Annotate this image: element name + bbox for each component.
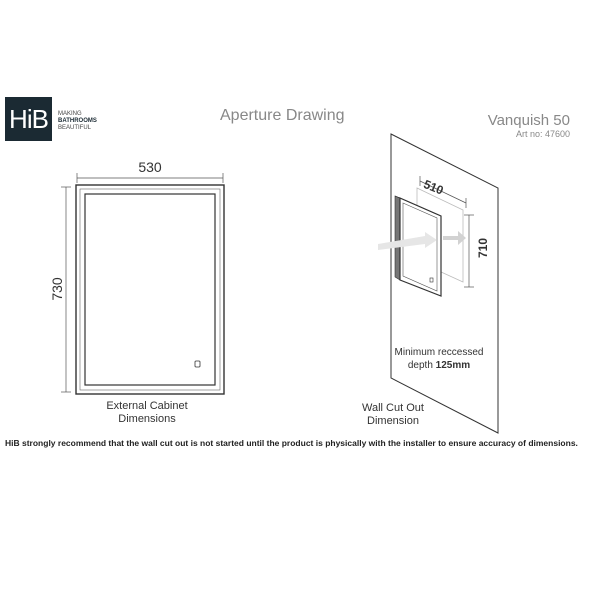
external-caption-line-1: External Cabinet	[106, 400, 188, 412]
wall-height-label: 710	[476, 237, 490, 259]
wall-caption-line-1: Wall Cut Out	[362, 402, 424, 414]
cabinet-outer-frame	[76, 185, 224, 394]
external-height-label: 730	[49, 277, 65, 301]
external-caption-line-2: Dimensions	[118, 413, 176, 425]
cabinet-front-view	[76, 185, 224, 394]
art-number: Art no: 47600	[515, 129, 570, 139]
page-title: Aperture Drawing	[220, 107, 345, 124]
external-width-label: 530	[138, 159, 162, 175]
min-depth-prefix: depth	[407, 360, 436, 371]
wall-plane	[391, 134, 498, 433]
tagline-line-2: BATHROOMS	[58, 118, 97, 124]
wall-width-label: 510	[421, 177, 446, 198]
cabinet-frame-bevel	[80, 189, 220, 390]
insertion-arrow-right	[443, 231, 466, 245]
external-cabinet-caption	[87, 400, 207, 426]
cabinet-front-face	[400, 198, 441, 296]
tagline-line-1: MAKING	[58, 111, 82, 117]
logo-text: HiB	[9, 103, 48, 134]
cabinet-side-face	[395, 196, 400, 280]
wall-cutout-caption	[338, 402, 448, 428]
wall-caption-line-2: Dimension	[367, 415, 419, 427]
min-depth-value: 125mm	[435, 360, 471, 371]
installation-notice: HiB strongly recommend that the wall cut out is not started until the product is physically with the installer to ensure accuracy of dimensions.	[5, 438, 578, 448]
minimum-depth-caption	[384, 346, 494, 372]
cabinet-mirror-panel	[85, 194, 215, 385]
tagline-line-3: BEAUTIFUL	[58, 125, 92, 131]
product-name: Vanquish 50	[487, 112, 570, 129]
sensor-switch-icon	[195, 361, 200, 367]
min-depth-line-2	[384, 359, 494, 372]
min-depth-line-1: Minimum reccessed	[394, 347, 484, 358]
